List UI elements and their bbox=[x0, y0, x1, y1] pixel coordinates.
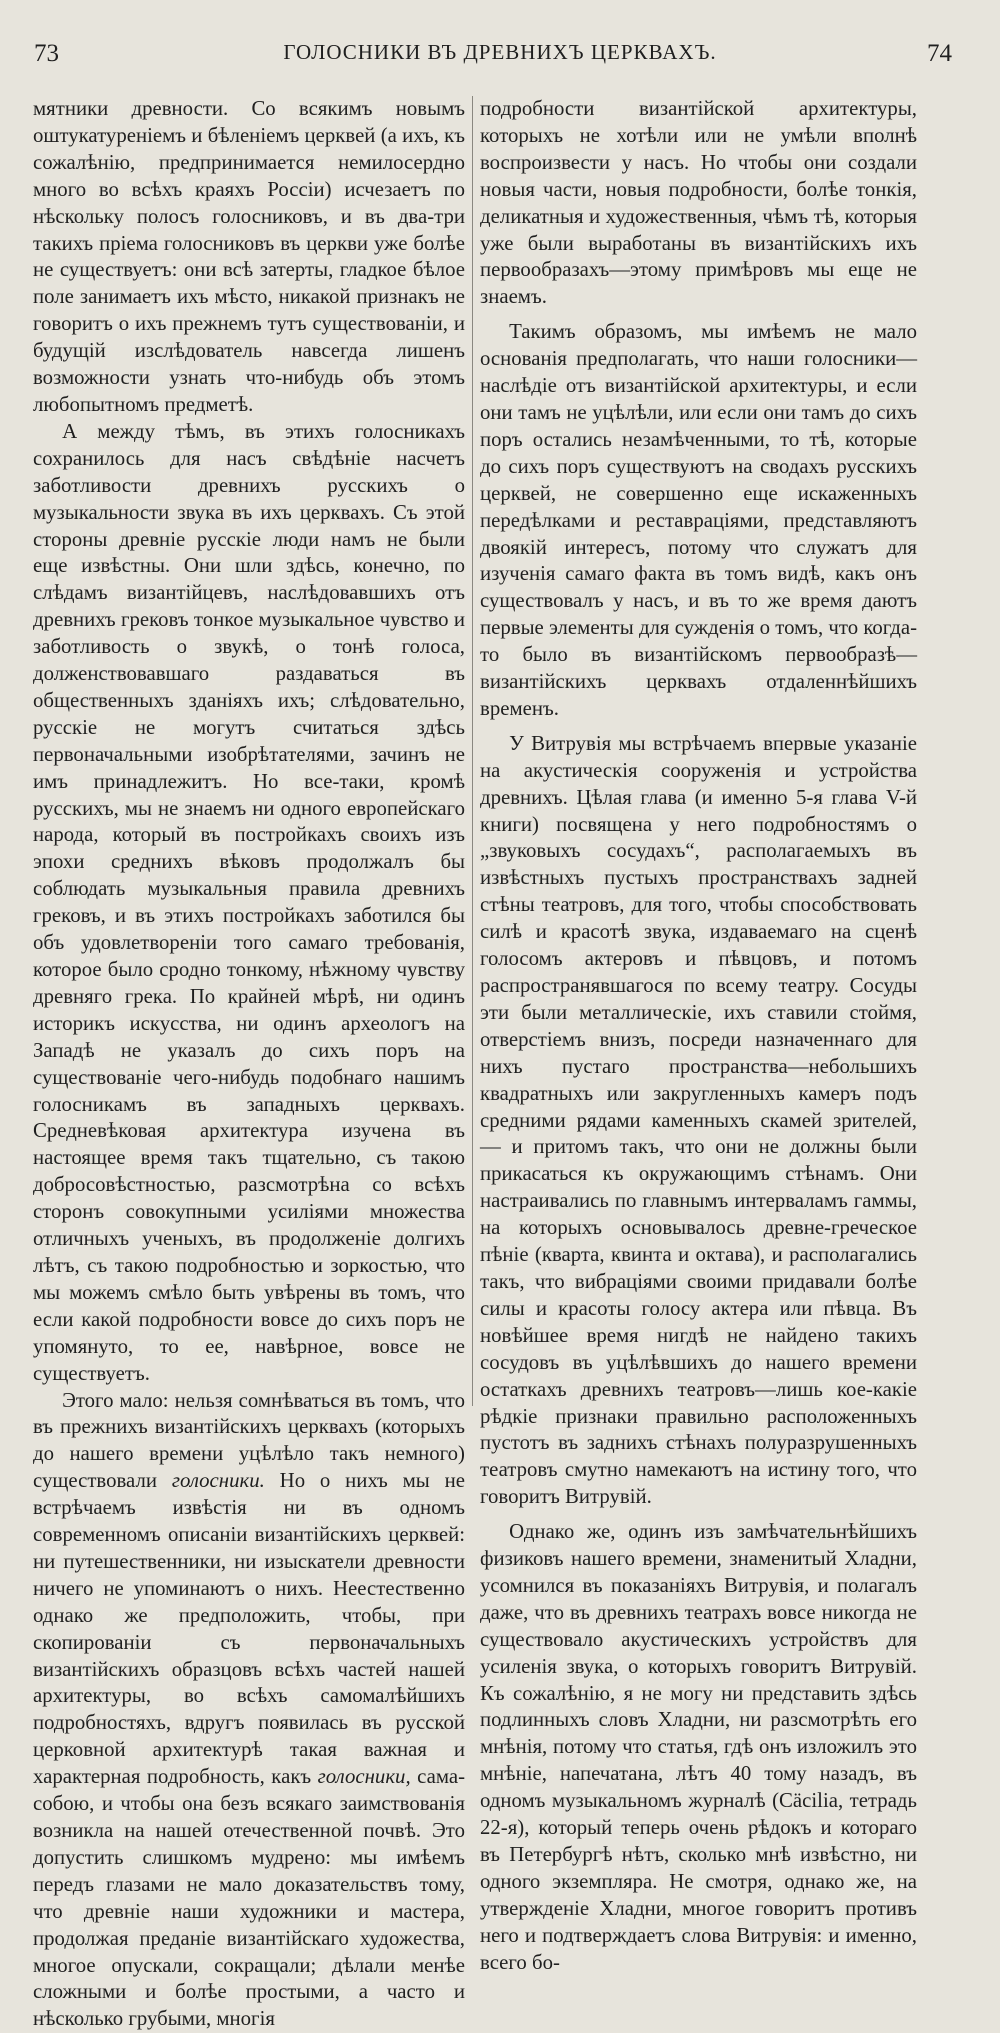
paragraph: подробности византійской архитектуры, которыхъ не хотѣли или не умѣли вполнѣ воспроизвести у насъ. Но чтобы они создали новыя части, новыя подробности, болѣе тонкія, деликатныя и художественныя, чѣмъ тѣ, которыя уже были выработаны въ византійскихъ ихъ первообразахъ—этому примѣровъ мы еще не знаемъ. bbox=[480, 96, 917, 311]
paragraph: Однако же, одинъ изъ замѣчательнѣйшихъ физиковъ нашего времени, знаменитый Хладни, усомнился въ показаніяхъ Витрувія, и полагалъ даже, что въ древнихъ театрахъ вовсе никогда не существовало акустическихъ устройствъ для усиленія звука, о которыхъ говоритъ Витрувій. Къ сожалѣнію, я не могу ни представить здѣсь подлинныхъ словъ Хладни, ни разсмотрѣть его мнѣнія, потому что статья, гдѣ онъ изложилъ это мнѣніе, напечатана, лѣтъ 40 тому назадъ, въ одномъ музыкальномъ журналѣ (Cäcilia, тетрадь 22-я), который теперь очень рѣдокъ и котораго въ Петербургѣ нѣтъ, сколько мнѣ извѣстно, ни одного экземпляра. Не смотря, однако же, на утвержденіе Хладни, многое говоритъ противъ него и подтверждаетъ слова Витрувія: и именно, всего бо- bbox=[480, 1519, 917, 1976]
paragraph: А между тѣмъ, въ этихъ голосникахъ сохранилось для насъ свѣдѣніе насчетъ заботливости древнихъ русскихъ о музыкальности звука въ ихъ церквахъ. Съ этой стороны древніе русскіе люди намъ не были еще извѣстны. Они шли здѣсь, конечно, по слѣдамъ византійцевъ, наслѣдовавшихъ отъ древнихъ грековъ тонкое музыкальное чувство и заботливость о звукѣ, о тонѣ голоса, долженствовавшаго раздаваться въ общественныхъ зданіяхъ ихъ; слѣдовательно, русскіе не могутъ считаться здѣсь первоначальными изобрѣтателями, зачинъ не имъ принадлежитъ. Но все-таки, кромѣ русскихъ, мы не знаемъ ни одного европейскаго народа, который въ постройкахъ своихъ изъ эпохи среднихъ вѣковъ продолжалъ бы соблюдать музыкальныя правила древнихъ грековъ, и въ этихъ постройкахъ заботился бы объ удовлетвореніи того самаго требованія, которое было сродно тонкому, нѣжному чувству древняго грека. По крайней мѣрѣ, ни одинъ историкъ искусства, ни одинъ археологъ на Западѣ не указалъ до сихъ поръ на существованіе чего-нибудь подобнаго нашимъ голосникамъ въ западныхъ церквахъ. Средневѣковая архитектура изучена въ настоящее время такъ тщательно, съ такою добросовѣстностью, разсмотрѣна со всѣхъ сторонъ совокупными усиліями множества отличныхъ ученыхъ, въ продолженіе долгихъ лѣтъ, съ такою подробностью и зоркостью, что мы можемъ смѣло быть увѣрены въ томъ, что если какой подробности вовсе до сихъ поръ не упомянуто, то ее, навѣрное, вовсе не существуетъ. bbox=[33, 419, 465, 1388]
left-text-column bbox=[33, 96, 465, 1411]
right-page-number: 74 bbox=[927, 40, 952, 68]
paragraph: мятники древности. Со всякимъ новымъ оштукатуреніемъ и бѣленіемъ церквей (а ихъ, къ сожалѣнію, предпринимается немилосердно много во всѣхъ краяхъ Россіи) исчезаетъ по нѣскольку полосъ голосниковъ, и въ два-три такихъ пріема голосниковъ въ церкви уже болѣе не существуетъ: они всѣ затерты, гладкое бѣлое поле занимаетъ ихъ мѣсто, никакой признакъ не говоритъ о ихъ прежнемъ тутъ существованіи, и будущій изслѣдователь навсегда лишенъ возможности узнать что-нибудь объ этомъ любопытномъ предметѣ. bbox=[33, 96, 465, 419]
right-text-column bbox=[480, 96, 917, 1411]
italic-term: голосники, bbox=[318, 1765, 411, 1788]
paragraph bbox=[33, 1388, 465, 2033]
paragraph: Такимъ образомъ, мы имѣемъ не мало основанія предполагать, что наши голосники—наслѣдіе отъ византійской архитектуры, и если они тамъ не уцѣлѣли, или если они тамъ до сихъ поръ остались незамѣченными, то тѣ, которые до сихъ поръ существуютъ на сводахъ русскихъ церквей, не совершенно еще искаженныхъ передѣлками и реставраціями, представляютъ двоякій интересъ, потому что служатъ для изученія самаго факта въ томъ видѣ, какъ онъ существовалъ у насъ, и въ то же время даютъ первые элементы для сужденія о томъ, что когда-то было въ византійскомъ первообразѣ—византійскихъ церквахъ отдаленнѣйшихъ временъ. bbox=[480, 319, 917, 723]
text-run: Этого мало: нельзя сомнѣваться въ томъ, что въ прежнихъ византійскихъ церквахъ (которыхъ до нашего времени уцѣлѣло такъ немного) существовали bbox=[33, 1389, 465, 1493]
paragraph: У Витрувія мы встрѣчаемъ впервые указаніе на акустическія сооруженія и устройства древнихъ. Цѣлая глава (и именно 5-я глава V-й книги) посвящена у него подробностямъ о „звуковыхъ сосудахъ“, располагаемыхъ въ извѣстныхъ пустыхъ пространствахъ задней стѣны театровъ, для того, чтобы способствовать силѣ и красотѣ звука, издаваемаго на сценѣ голосомъ актеровъ и пѣвцовъ, и потомъ распространявшагося по всему театру. Сосуды эти были металлическіе, ихъ ставили стоймя, отверстіемъ внизъ, посреди назначеннаго для нихъ пустаго пространства—небольшихъ квадратныхъ или закругленныхъ камеръ подъ средними рядами каменныхъ скамей зрителей, — и притомъ такъ, что они не должны были прикасаться къ окружающимъ стѣнамъ. Они настраивались по главнымъ интерваламъ гаммы, на которыхъ основывалось древне-греческое пѣніе (кварта, квинта и октава), и располагались такъ, что вибраціями своими придавали болѣе силы и красоты голосу актера или пѣвца. Въ новѣйшее время нигдѣ не найдено такихъ сосудовъ въ уцѣлѣвшихъ до нашего времени остаткахъ древнихъ театровъ—лишь кое-какіе рѣдкіе признаки правильно расположенныхъ пустотъ въ заднихъ стѣнахъ полуразрушенныхъ театровъ смутно намекаютъ на истину того, что говоритъ Витрувій. bbox=[480, 731, 917, 1511]
running-title: ГОЛОСНИКИ ВЪ ДРЕВНИХЪ ЦЕРКВАХЪ. bbox=[0, 40, 1000, 65]
text-run: сама-собою, и чтобы она безъ всякаго заимствованія возникла на нашей отечественной почвѣ. Это допустить слишкомъ мудрено: мы имѣемъ передъ глазами не мало доказательствъ тому, что древніе наши художники и мастера, продолжая преданіе византійскаго художества, многое опускали, сокращали; дѣлали менѣе сложными и болѣе простыми, а часто и нѣсколько грубыми, многія bbox=[33, 1765, 465, 2030]
running-header bbox=[0, 0, 1000, 70]
left-page-number: 73 bbox=[34, 40, 59, 68]
italic-term: голосники. bbox=[172, 1469, 265, 1492]
column-divider bbox=[472, 96, 473, 1406]
text-run: Но о нихъ мы не встрѣчаемъ извѣстія ни въ одномъ современномъ описаніи византійскихъ церквей: ни путешественники, ни изыскатели древности ничего не упоминаютъ о нихъ. Неестественно однако же предположить, чтобы, при скопированіи съ первоначальныхъ византійскихъ образцовъ всѣхъ частей нашей архитектуры, во всѣхъ самомалѣйшихъ подробностяхъ, вдругъ появилась въ русской церковной архитектурѣ такая важная и характерная подробность, какъ bbox=[33, 1469, 465, 1788]
